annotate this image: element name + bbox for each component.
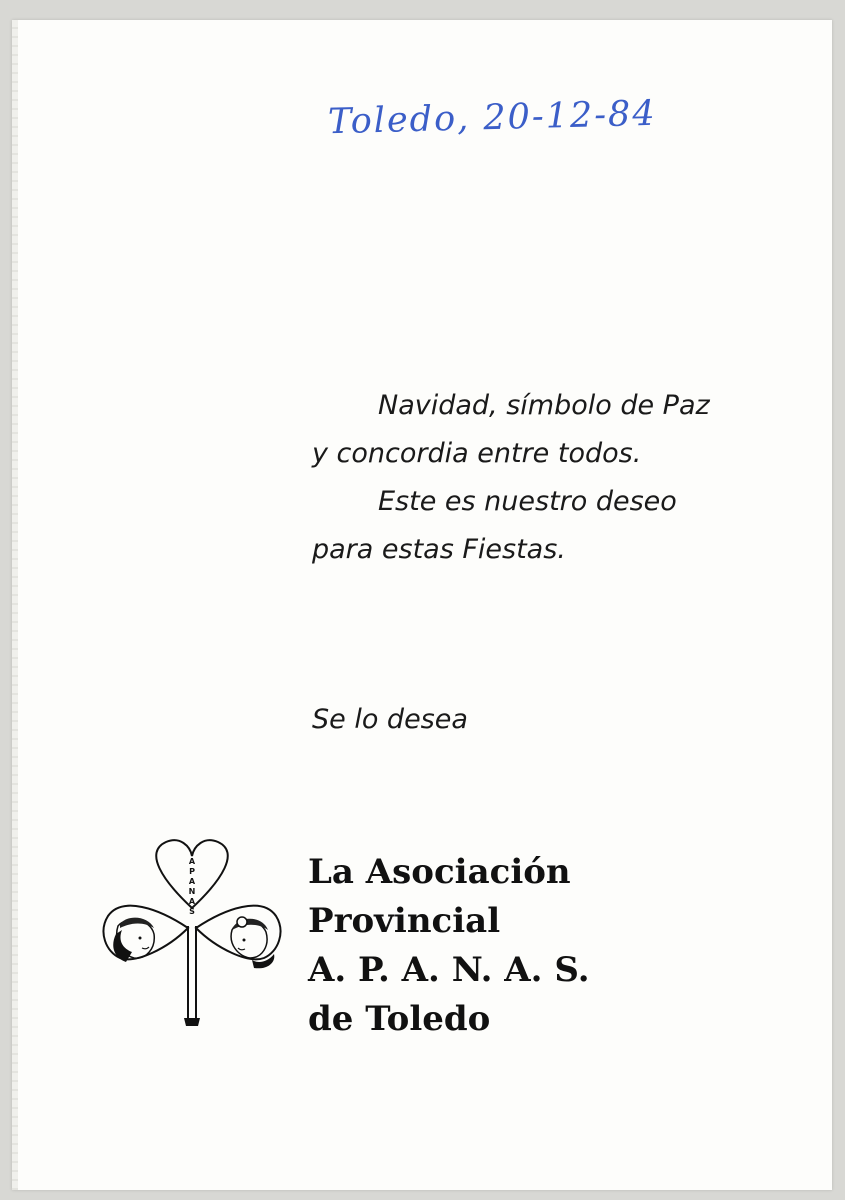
closing-line: Se lo desea (312, 704, 468, 735)
logo-letter: A (188, 877, 196, 886)
org-line-1: La Asociación (308, 852, 571, 892)
boy-face-icon (231, 917, 274, 968)
logo-letter: N (188, 887, 196, 896)
apanas-clover-logo-icon (92, 830, 292, 1040)
verse-line-1: Navidad, símbolo de Paz (378, 390, 710, 421)
verse-line-2: y concordia entre todos. (312, 438, 642, 469)
org-line-2: Provincial (308, 901, 501, 941)
deckled-edge (12, 20, 18, 1190)
greeting-card (12, 20, 832, 1190)
logo-letter: S (189, 907, 195, 916)
organization-name (308, 848, 590, 1044)
handwritten-date: Toledo, 20-12-84 (327, 93, 658, 143)
logo-letter: A (188, 897, 196, 906)
logo-letters (189, 857, 196, 916)
org-line-4: de Toledo (308, 999, 491, 1039)
org-line-3: A. P. A. N. A. S. (308, 950, 590, 990)
greeting-verse (312, 382, 742, 574)
logo-letter: P (189, 867, 195, 876)
verse-line-3: Este es nuestro deseo (378, 486, 677, 517)
verse-line-4: para estas Fiestas. (312, 534, 566, 565)
logo-letter: A (188, 857, 196, 866)
